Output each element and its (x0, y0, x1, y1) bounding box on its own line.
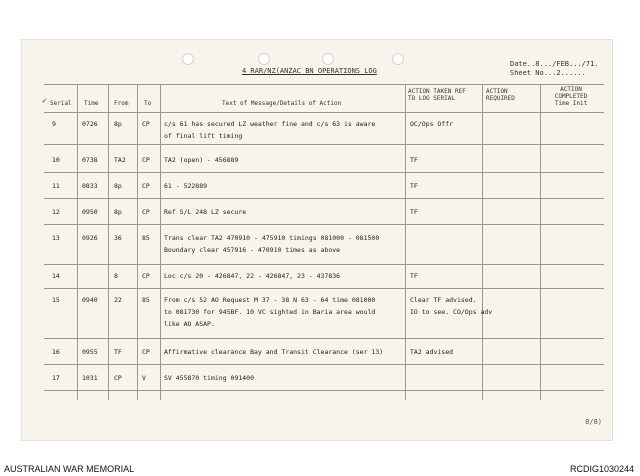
row-from: 8p (114, 182, 122, 190)
row-action: TF (410, 156, 418, 164)
row-time: 0726 (82, 120, 98, 128)
row-to: CP (142, 208, 150, 216)
row-text1: c/s 61 has secured LZ weather fine and c/s 63 is aware (164, 120, 376, 128)
row-text1: Affirmative clearance Bay and Transit Clearance (ser 13) (164, 348, 384, 356)
row-action: Clear TF advised. (410, 296, 477, 304)
row-divider (44, 288, 604, 289)
row-to: 85 (142, 296, 150, 304)
row-to: 85 (142, 234, 150, 242)
row-serial: 11 (52, 182, 60, 190)
row-action: TF (410, 272, 418, 280)
row-time: 0926 (82, 234, 98, 242)
row-time: 0955 (82, 348, 98, 356)
row-from: TA2 (114, 156, 126, 164)
row-action: OC/Ops Offr (410, 120, 454, 128)
row-text1: Trans clear TA2 470910 - 475910 timings 081000 - 081500 (164, 234, 380, 242)
row-from: 22 (114, 296, 122, 304)
row-to: CP (142, 348, 150, 356)
row-serial: 17 (52, 374, 60, 382)
header-to: To (144, 100, 152, 107)
row-text2: of final lift timing (164, 132, 243, 140)
table-border (44, 112, 604, 113)
row-serial: 14 (52, 272, 60, 280)
row-text3: like AO ASAP. (164, 320, 215, 328)
punch-hole (392, 53, 404, 65)
row-text1: 61 - 522889 (164, 182, 208, 190)
row-from: 36 (114, 234, 122, 242)
row-action: TA2 advised (410, 348, 454, 356)
row-to: V (142, 374, 146, 382)
log-date: Date..8.../FEB.../71. (510, 60, 599, 68)
row-divider (44, 390, 604, 391)
header-time: Time (84, 100, 99, 107)
column-divider (482, 84, 483, 400)
row-time: 0940 (82, 296, 98, 304)
row-serial: 10 (52, 156, 60, 164)
row-action2: IO to see. CO/Ops adv (410, 308, 493, 316)
row-from: TF (114, 348, 122, 356)
row-action: TF (410, 208, 418, 216)
column-divider (160, 84, 161, 400)
row-to: CP (142, 156, 150, 164)
header-from: From (114, 100, 129, 107)
header-action-required: ACTION REQUIRED (486, 88, 515, 102)
footer-record-id: RCDIG1030244 (569, 464, 634, 474)
row-text1: Ref S/L 248 LZ secure (164, 208, 247, 216)
sheet-number: Sheet No...2...... (510, 69, 586, 77)
row-text1: SV 455870 timing 091400 (164, 374, 255, 382)
header-text: Text of Message/Details of Action (222, 100, 342, 107)
row-divider (44, 224, 604, 225)
row-text2: to 081730 for 945BF. 10 VC sighted in Baria area would (164, 308, 376, 316)
row-from: CP (114, 374, 122, 382)
row-divider (44, 144, 604, 145)
row-from: 8p (114, 208, 122, 216)
header-action-taken: ACTION TAKEN REF TO LOG SERIAL (408, 88, 466, 102)
row-to: CP (142, 272, 150, 280)
row-from: 8 (114, 272, 118, 280)
row-text1: From c/s 52 AO Request M 37 - 38 N 63 - 64 time 081000 (164, 296, 376, 304)
row-divider (44, 172, 604, 173)
row-from: 8p (114, 120, 122, 128)
row-action: TF (410, 182, 418, 190)
tick-mark: ✓ (42, 96, 47, 105)
row-text1: TA2 (open) - 456889 (164, 156, 239, 164)
row-serial: 12 (52, 208, 60, 216)
footer-institution: AUSTRALIAN WAR MEMORIAL (4, 464, 135, 474)
column-divider (405, 84, 406, 400)
row-time: 0738 (82, 156, 98, 164)
row-time: 0950 (82, 208, 98, 216)
row-serial: 16 (52, 348, 60, 356)
column-divider (108, 84, 109, 400)
document-page (22, 40, 612, 440)
row-time: 0833 (82, 182, 98, 190)
row-divider (44, 364, 604, 365)
row-serial: 9 (52, 120, 56, 128)
margin-note: 8/8) (585, 418, 602, 426)
row-serial: 15 (52, 296, 60, 304)
log-title: 4 RAR/NZ(ANZAC BN OPERATIONS LOG (242, 67, 377, 75)
row-serial: 13 (52, 234, 60, 242)
row-to: CP (142, 182, 150, 190)
punch-hole (258, 53, 270, 65)
row-divider (44, 338, 604, 339)
header-serial: Serial (50, 100, 72, 107)
header-action-completed: ACTION COMPLETED Time Init (554, 86, 588, 107)
punch-hole (182, 53, 194, 65)
row-divider (44, 198, 604, 199)
column-divider (137, 84, 138, 400)
punch-hole (322, 53, 334, 65)
column-divider (540, 84, 541, 400)
row-time: 1031 (82, 374, 98, 382)
column-divider (77, 84, 78, 400)
row-text2: Boundary clear 457916 - 470910 times as above (164, 246, 341, 254)
table-border (44, 84, 604, 85)
row-to: CP (142, 120, 150, 128)
row-divider (44, 264, 604, 265)
row-text1: Loc c/s 20 - 426847, 22 - 426847, 23 - 437836 (164, 272, 341, 280)
